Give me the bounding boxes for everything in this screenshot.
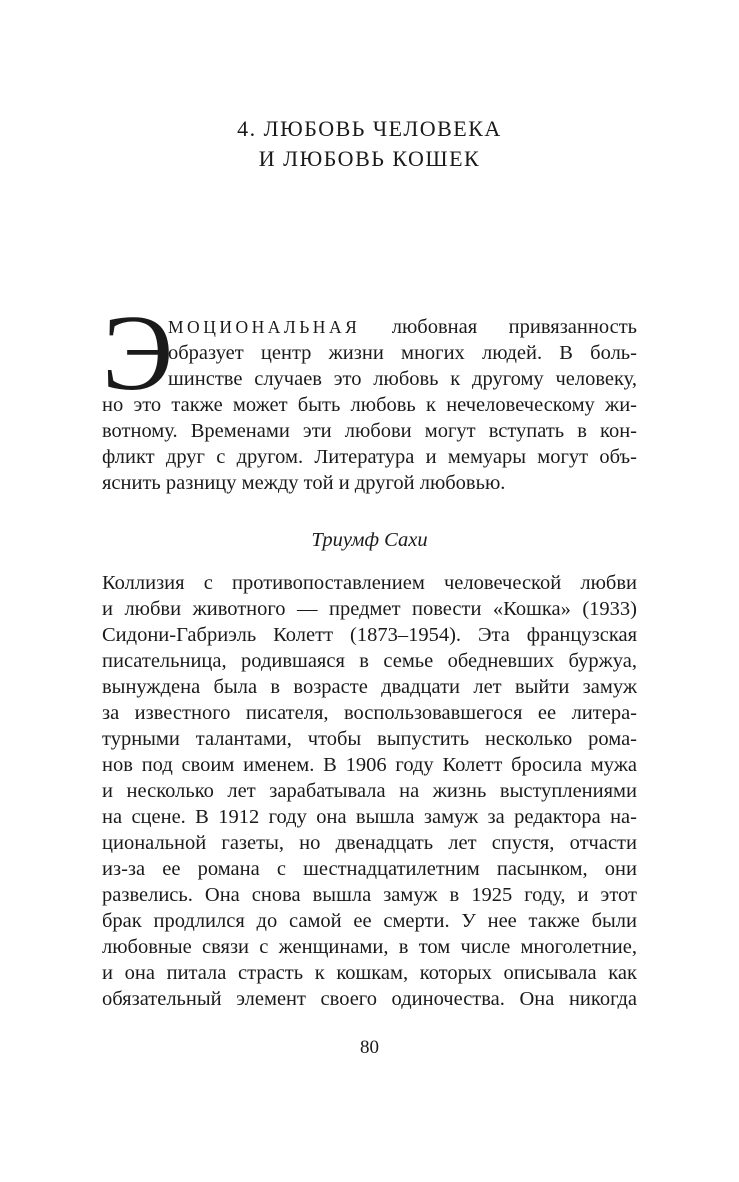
body-line: за известного писателя, воспользовавшегося ее литера- xyxy=(102,702,637,724)
body-line: вынуждена была в возрасте двадцати лет выйти замуж xyxy=(102,676,637,698)
drop-cap: Э xyxy=(102,294,174,413)
body-line: нов под своим именем. В 1906 году Колетт бросила мужа xyxy=(102,754,637,776)
body-line: и она питала страсть к кошкам, которых описывала как xyxy=(102,962,637,984)
body-line: циональной газеты, но двенадцать лет спустя, отчасти xyxy=(102,832,637,854)
body-line: развелись. Она снова вышла замуж в 1925 году, и этот xyxy=(102,884,637,906)
intro-line-4: но это также может быть любовь к нечеловеческому жи- xyxy=(102,394,637,416)
body-line: и несколько лет зарабатывала на жизнь выступлениями xyxy=(102,780,637,802)
intro-line-3: шинстве случаев это любовь к другому человеку, xyxy=(168,368,637,390)
intro-line-5: вотному. Временами эти любови могут вступать в кон- xyxy=(102,420,637,442)
body-line: Коллизия с противопоставлением человеческой любви xyxy=(102,572,637,594)
body-line: брак продлился до самой ее смерти. У нее также были xyxy=(102,910,637,932)
body-line: на сцене. В 1912 году она вышла замуж за редактора на- xyxy=(102,806,637,828)
intro-line-1 xyxy=(168,314,637,340)
intro-line-6: фликт друг с другом. Литература и мемуары могут объ- xyxy=(102,446,637,468)
body-line: и любви животного — предмет повести «Кошка» (1933) xyxy=(102,598,637,620)
intro-line-1-rest: любовная привязанность xyxy=(391,316,637,338)
body-line: Сидони-Габриэль Колетт (1873–1954). Эта французская xyxy=(102,624,637,646)
chapter-title-line-2: И ЛЮБОВЬ КОШЕК xyxy=(258,146,481,171)
intro-lead-smallcaps: МОЦИОНАЛЬНАЯ xyxy=(168,317,361,337)
page-number: 80 xyxy=(360,1037,379,1058)
body-line: из-за ее романа с шестнадцатилетним пасынком, они xyxy=(102,858,637,880)
body-line: турными талантами, чтобы выпустить несколько рома- xyxy=(102,728,637,750)
intro-line-2: образует центр жизни многих людей. В боль- xyxy=(168,342,637,364)
body-line: обязательный элемент своего одиночества. Она никогда xyxy=(102,988,637,1010)
intro-line-7: яснить разницу между той и другой любовью. xyxy=(102,472,506,494)
body-line: любовные связи с женщинами, в том числе многолетние, xyxy=(102,936,637,958)
section-title: Триумф Сахи xyxy=(311,529,428,551)
chapter-title-line-1: 4. ЛЮБОВЬ ЧЕЛОВЕКА xyxy=(237,116,502,141)
body-line: писательница, родившаяся в семье обедневших буржуа, xyxy=(102,650,637,672)
